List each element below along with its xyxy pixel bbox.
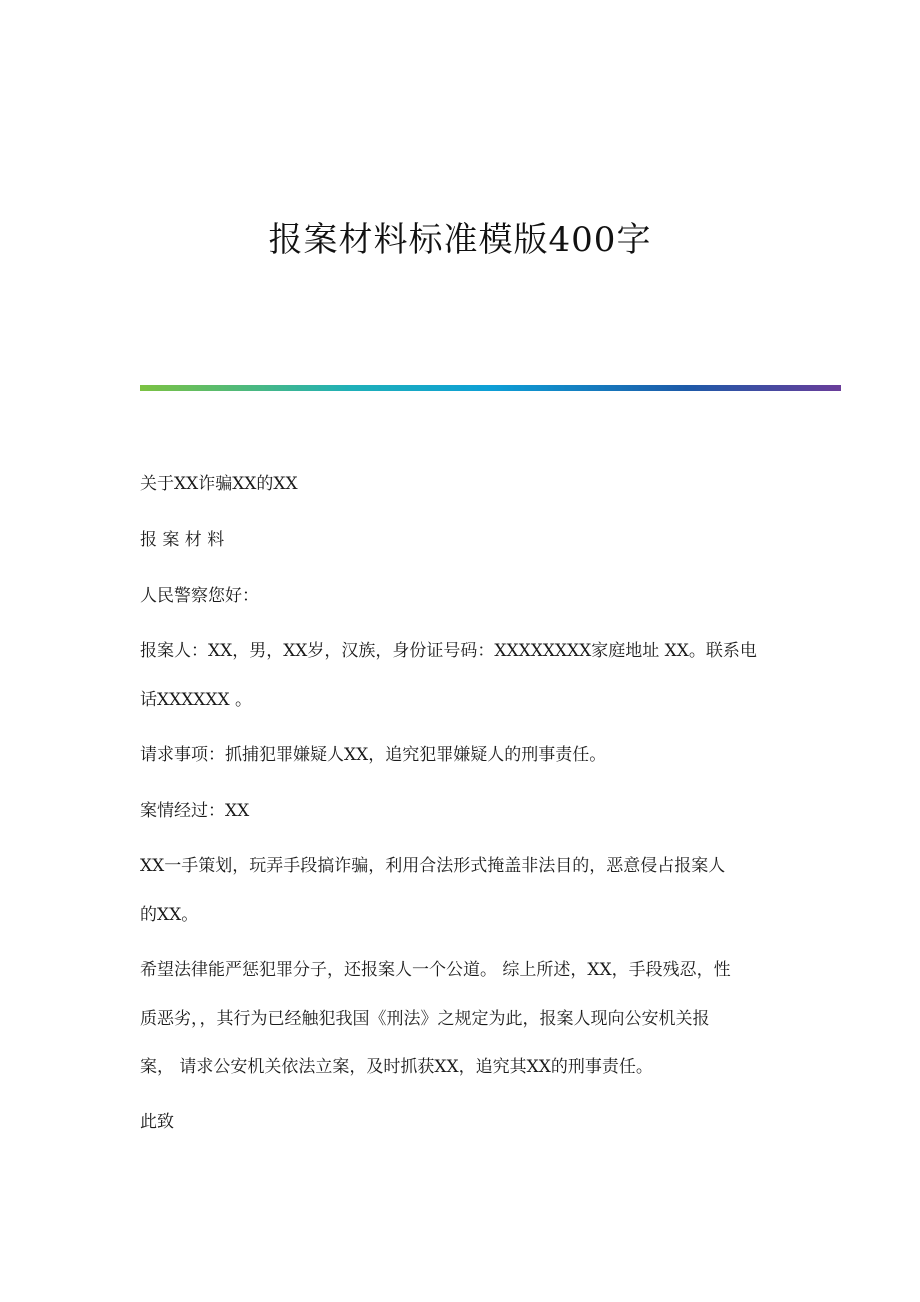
paragraph-salutation-heading: 关于XX诈骗XX的XX	[140, 474, 298, 494]
paragraph-conclusion-line-1: 希望法律能严惩犯罪分子，还报案人一个公道。 综上所述，XX，手段残忍，性	[140, 960, 731, 980]
document-title: 报案材料标准模版400字	[268, 220, 652, 260]
gradient-divider	[140, 385, 841, 391]
paragraph-reporter-line-1: 报案人：XX，男，XX岁，汉族，身份证号码：XXXXXXXX家庭地址 XX。联系电	[140, 641, 757, 661]
paragraph-report-heading: 报 案 材 料	[140, 530, 225, 550]
paragraph-reporter-line-2: 话XXXXXX 。	[140, 690, 253, 710]
paragraph-closing: 此致	[140, 1112, 174, 1132]
paragraph-request: 请求事项：抓捕犯罪嫌疑人XX，追究犯罪嫌疑人的刑事责任。	[140, 745, 607, 765]
paragraph-conclusion-line-3: 案， 请求公安机关依法立案，及时抓获XX，追究其XX的刑事责任。	[140, 1057, 653, 1077]
paragraph-case-heading: 案情经过：XX	[140, 801, 250, 821]
paragraph-conclusion-line-2: 质恶劣，，其行为已经触犯我国《刑法》之规定为此，报案人现向公安机关报	[140, 1009, 710, 1029]
paragraph-greeting: 人民警察您好：	[140, 586, 259, 606]
paragraph-case-line-1: XX一手策划，玩弄手段搞诈骗，利用合法形式掩盖非法目的，恶意侵占报案人	[140, 856, 726, 876]
paragraph-case-line-2: 的XX。	[140, 905, 199, 925]
